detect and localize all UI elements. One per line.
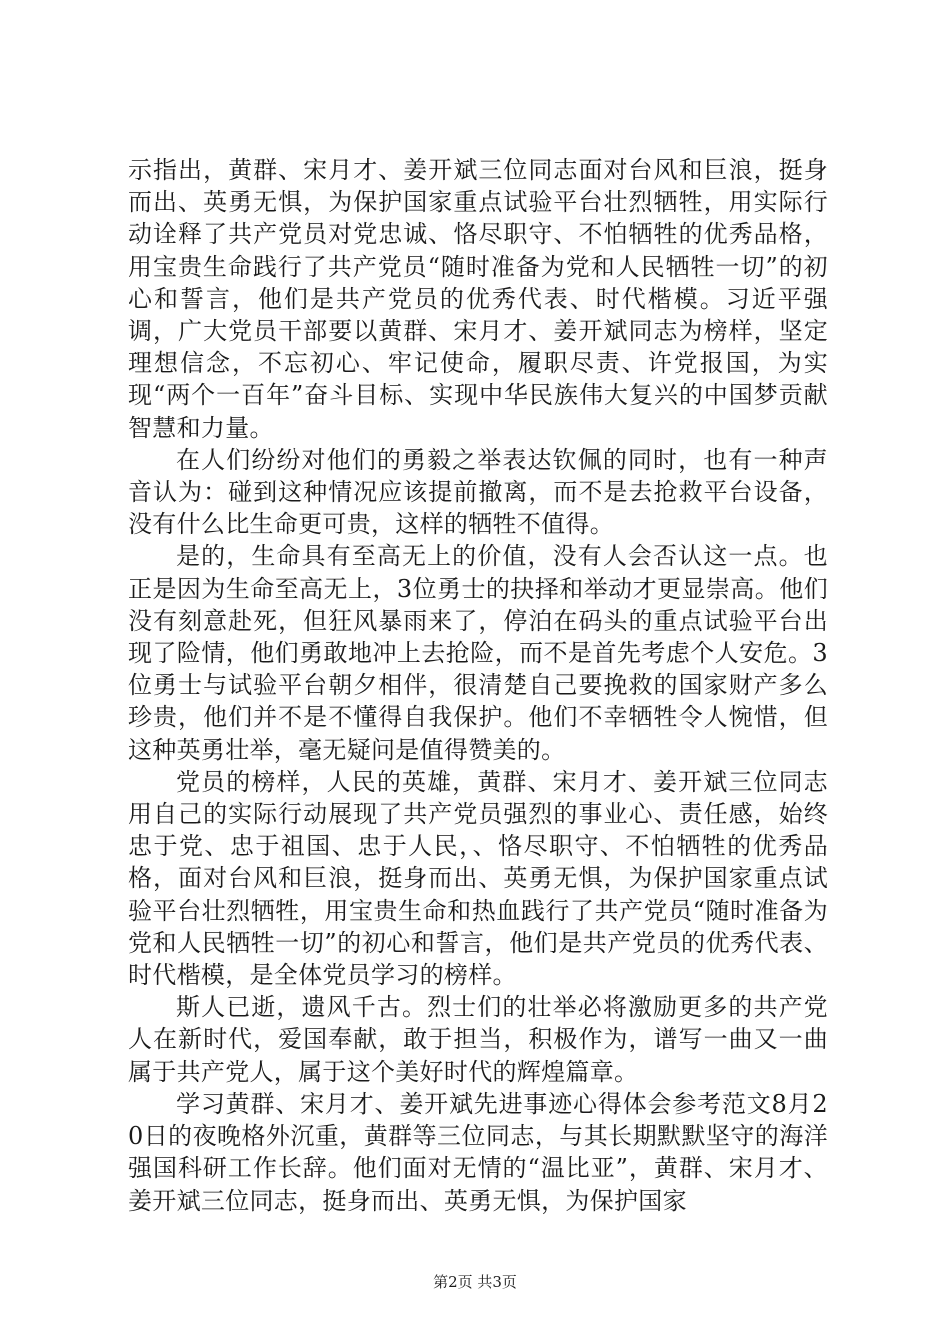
document-body	[128, 154, 828, 1217]
paragraph: 是的，生命具有至高无上的价值，没有人会否认这一点。也正是因为生命至高无上，3位勇士的抉择和举动才更显崇高。他们没有刻意赴死，但狂风暴雨来了，停泊在码头的重点试验平台出现了险情，他们勇敢地冲上去抢险，而不是首先考虑个人安危。3位勇士与试验平台朝夕相伴，很清楚自己要挽救的国家财产多么珍贵，他们并不是不懂得自我保护。他们不幸牺牲令人惋惜，但这种英勇壮举，毫无疑问是值得赞美的。	[128, 542, 828, 764]
paragraph: 在人们纷纷对他们的勇毅之举表达钦佩的同时，也有一种声音认为：碰到这种情况应该提前撤离，而不是去抢救平台设备，没有什么比生命更可贵，这样的牺牲不值得。	[128, 445, 828, 539]
paragraph: 斯人已逝，遗风千古。烈士们的壮举必将激励更多的共产党人在新时代，爱国奉献，敢于担当，积极作为，谱写一曲又一曲属于共产党人，属于这个美好时代的辉煌篇章。	[128, 993, 828, 1086]
paragraph: 学习黄群、宋月才、姜开斌先进事迹心得体会参考范文8月20日的夜晚格外沉重，黄群等三位同志，与其长期默默坚守的海洋强国科研工作长辞。他们面对无情的“温比亚”，黄群、宋月才、姜开斌三位同志，挺身而出、英勇无惧，为保护国家	[128, 1089, 828, 1215]
page-number-footer: 第2页 共3页	[433, 1273, 517, 1291]
paragraph: 党员的榜样，人民的英雄，黄群、宋月才、姜开斌三位同志用自己的实际行动展现了共产党员强烈的事业心、责任感，始终忠于党、忠于祖国、忠于人民，、恪尽职守、不怕牺牲的优秀品格，面对台风和巨浪，挺身而出、英勇无惧，为保护国家重点试验平台壮烈牺牲，用宝贵生命和热血践行了共产党员“随时准备为党和人民牺牲一切”的初心和誓言，他们是共产党员的优秀代表、时代楷模，是全体党员学习的榜样。	[128, 767, 828, 990]
paragraph: 示指出，黄群、宋月才、姜开斌三位同志面对台风和巨浪，挺身而出、英勇无惧，为保护国家重点试验平台壮烈牺牲，用实际行动诠释了共产党员对党忠诚、恪尽职守、不怕牺牲的优秀品格，用宝贵生命践行了共产党员“随时准备为党和人民牺牲一切”的初心和誓言，他们是共产党员的优秀代表、时代楷模。习近平强调，广大党员干部要以黄群、宋月才、姜开斌同志为榜样，坚定理想信念，不忘初心、牢记使命，履职尽责、许党报国，为实现“两个一百年”奋斗目标、实现中华民族伟大复兴的中国梦贡献智慧和力量。	[128, 156, 828, 442]
